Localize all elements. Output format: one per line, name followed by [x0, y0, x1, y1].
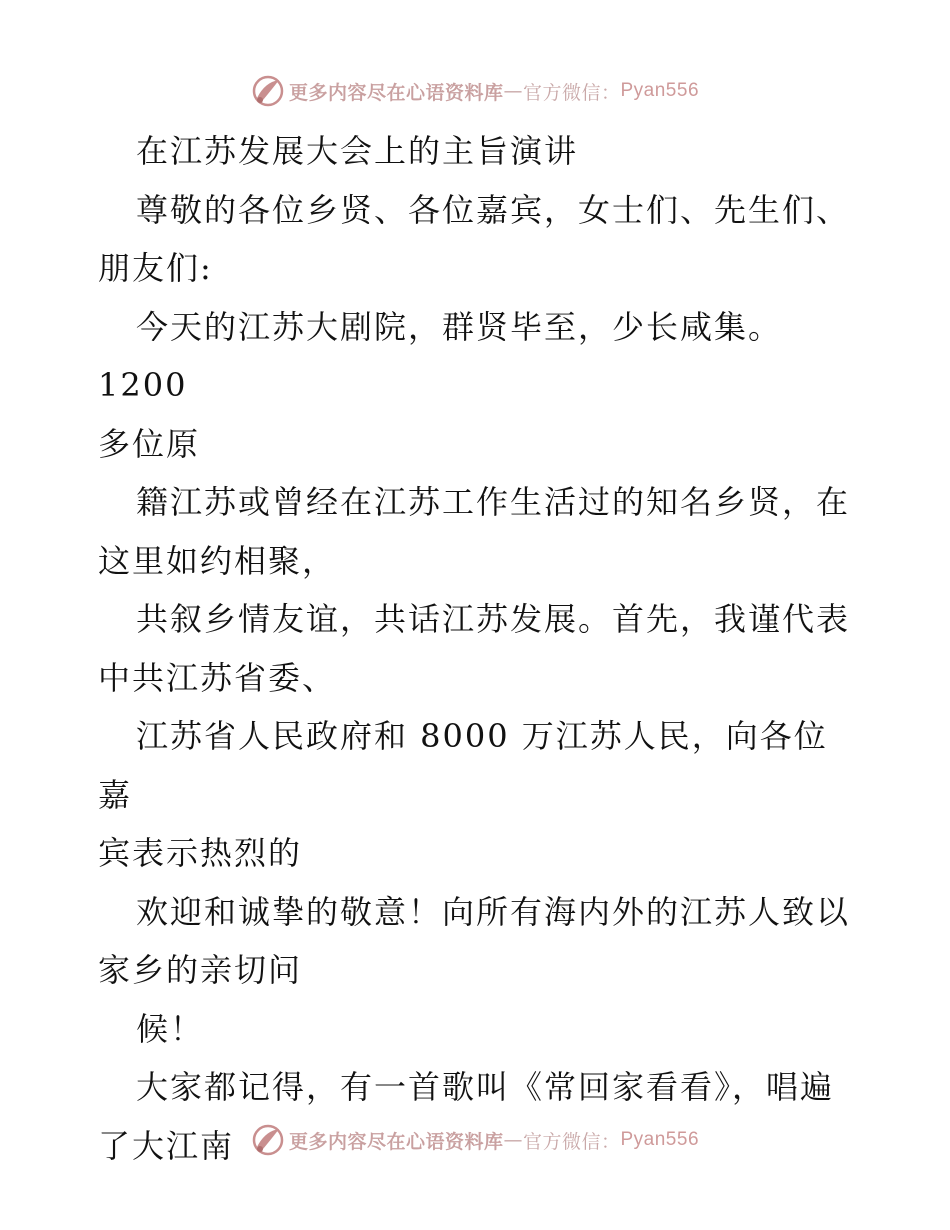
watermark-wechat-id: Pyan556 [620, 1129, 700, 1150]
watermark-site-name: 更多内容尽在心语资料库 [288, 81, 504, 104]
document-title: 在江苏发展大会上的主旨演讲 [136, 132, 579, 170]
watermark-wechat-label: 官方微信： [522, 1130, 621, 1153]
watermark-site-name: 更多内容尽在心语资料库 [288, 1130, 504, 1153]
pen-nib-logo-icon [251, 74, 285, 108]
paragraph: 尊敬的各位乡贤、各位嘉宾，女士们、先生们、 朋友们: [98, 190, 851, 287]
pen-nib-logo-icon [251, 1123, 285, 1157]
watermark-dash: — [503, 1129, 523, 1151]
watermark-wechat-id: Pyan556 [620, 80, 700, 101]
paragraph: 欢迎和诚挚的敬意！向所有海内外的江苏人致以 家乡的亲切问 [98, 892, 851, 989]
document-body [98, 122, 858, 1175]
footer-watermark [0, 1120, 950, 1160]
paragraph: 今天的江苏大剧院，群贤毕至，少长咸集。1200 多位原 [98, 307, 783, 463]
watermark-dash: — [503, 80, 523, 102]
watermark-wechat-label: 官方微信： [522, 81, 621, 104]
paragraph: 候！ [136, 1009, 205, 1048]
header-watermark [0, 71, 950, 111]
paragraph: 大家都记得，有一首歌叫《常回家看看》，唱遍 了大江南 [98, 1068, 835, 1165]
paragraph: 共叙乡情友谊，共话江苏发展。首先，我谨代表 中共江苏省委、 [98, 600, 851, 697]
paragraph: 籍江苏或曾经在江苏工作生活过的知名乡贤，在 这里如约相聚， [98, 483, 851, 580]
paragraph: 江苏省人民政府和 8000 万江苏人民，向各位嘉 宾表示热烈的 [98, 717, 828, 872]
